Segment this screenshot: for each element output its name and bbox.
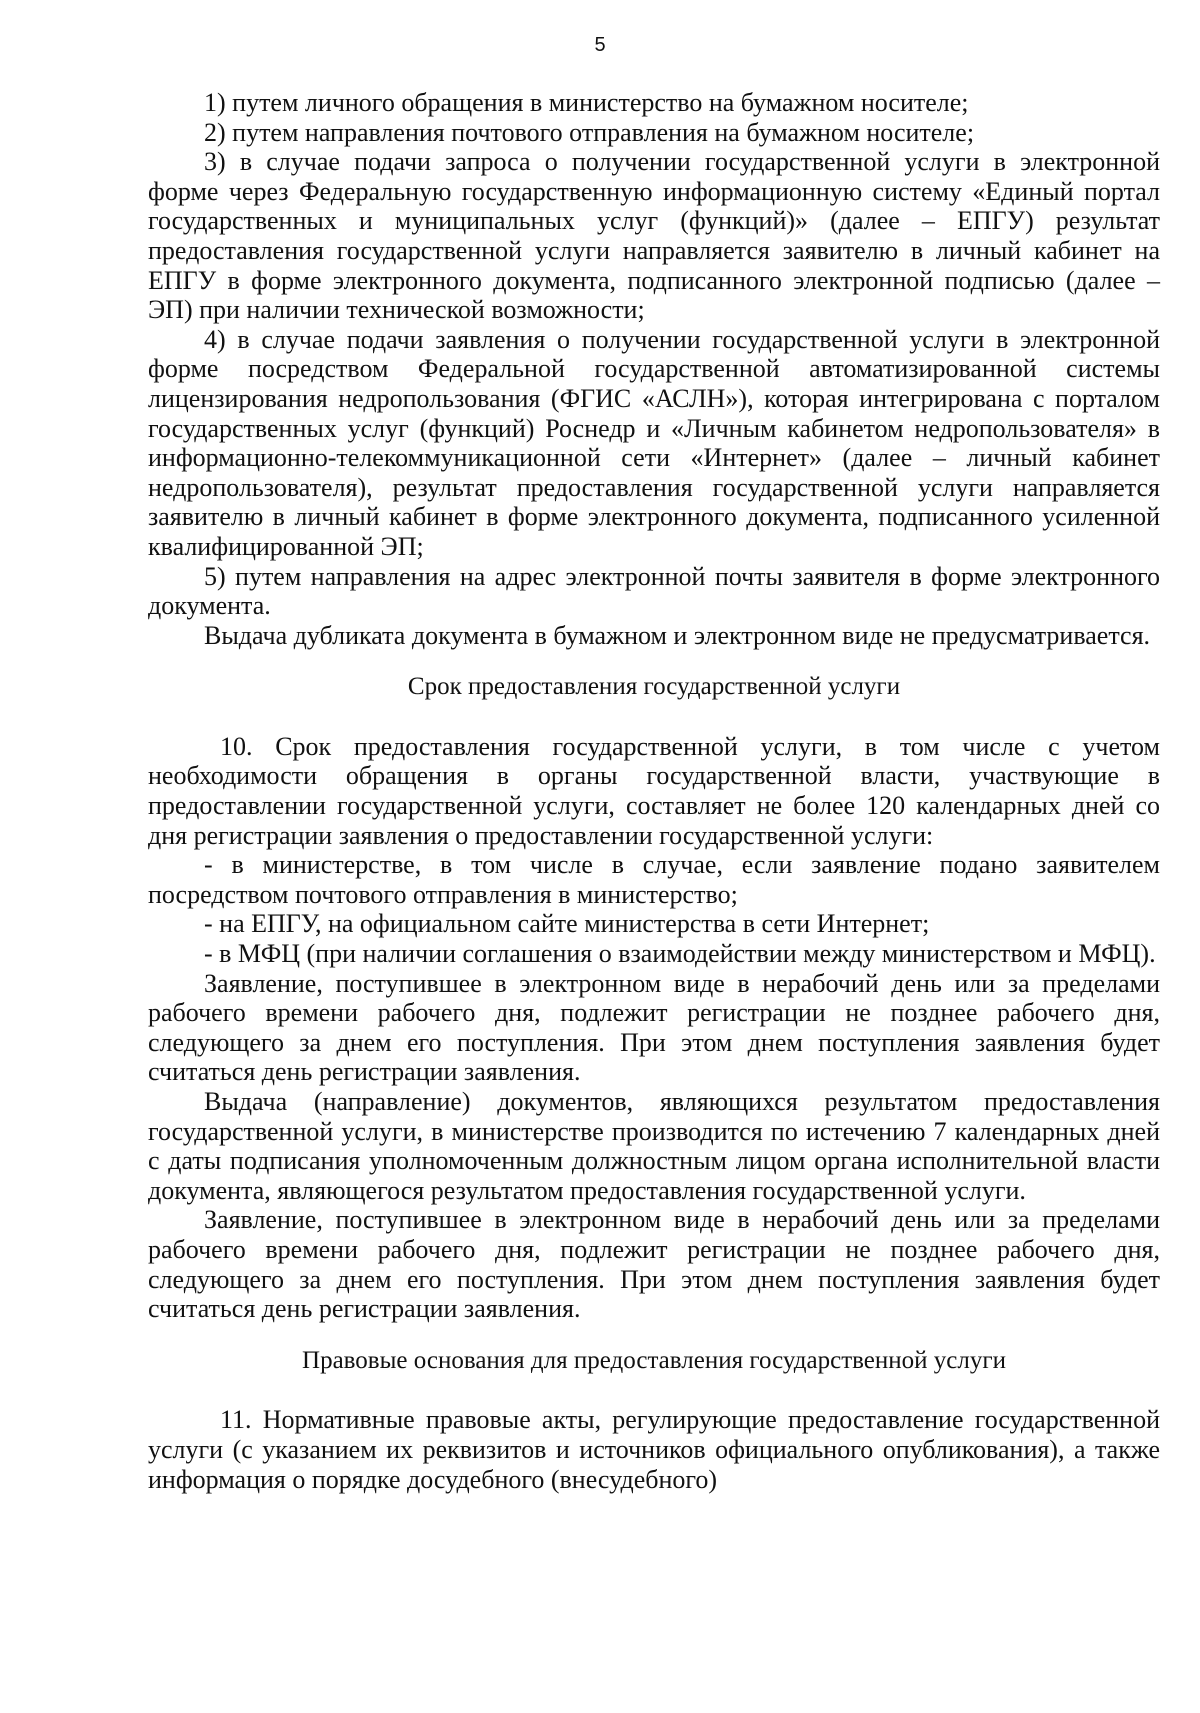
list-item-5: 5) путем направления на адрес электронной почты заявителя в форме электронного документа. bbox=[148, 561, 1160, 621]
section-11-intro: 11. Нормативные правовые акты, регулирующие предоставление государственной услуги (с указанием их реквизитов и источников официального опубликования), а также информация о порядке досудебного (внесудебного) bbox=[148, 1405, 1160, 1494]
duplicate-note: Выдача дубликата документа в бумажном и электронном виде не предусматривается. bbox=[204, 620, 1151, 650]
list-item-1: 1) путем личного обращения в министерство на бумажном носителе; bbox=[204, 88, 969, 117]
page-number: 5 bbox=[594, 34, 606, 56]
section-heading-term: Срок предоставления государственной услуги bbox=[407, 673, 901, 701]
list-item-3: 3) в случае подачи запроса о получении государственной услуги в электронной форме через Федеральную государственную информационную систему «Единый портал государственных и муниципальных услуг (функций)» (далее – ЕПГУ) результат предоставления государственной услуги направляется заявителю в личный кабинет на ЕПГУ в форме электронного документа, подписанного электронной подписью (далее – ЭП) при наличии технической возможности; bbox=[148, 147, 1160, 325]
section-10-bullet-2: - на ЕПГУ, на официальном сайте министерства в сети Интернет; bbox=[204, 909, 930, 939]
section-10-paragraph-3: Заявление, поступившее в электронном виде в нерабочий день или за пределами рабочего времени рабочего дня, подлежит регистрации не позднее рабочего дня, следующего за днем его поступления. При этом днем поступления заявления будет считаться день регистрации заявления. bbox=[148, 1205, 1160, 1324]
section-heading-legal-basis: Правовые основания для предоставления государственной услуги bbox=[302, 1346, 1006, 1374]
section-10-paragraph-2: Выдача (направление) документов, являющихся результатом предоставления государственной услуги, в министерстве производится по истечению 7 календарных дней с даты подписания уполномоченным должностным лицом органа исполнительной власти документа, являющегося результатом предоставления государственной услуги. bbox=[148, 1087, 1160, 1205]
section-10-bullet-3: - в МФЦ (при наличии соглашения о взаимодействии между министерством и МФЦ). bbox=[204, 939, 1156, 969]
section-10-bullet-1: - в министерстве, в том числе в случае, если заявление подано заявителем посредством почтового отправления в министерство; bbox=[148, 850, 1160, 909]
document-body bbox=[148, 88, 1160, 1494]
section-10-paragraph-1: Заявление, поступившее в электронном виде в нерабочий день или за пределами рабочего времени рабочего дня, подлежит регистрации не позднее рабочего дня, следующего за днем его поступления. При этом днем поступления заявления будет считаться день регистрации заявления. bbox=[148, 968, 1160, 1087]
list-item-4: 4) в случае подачи заявления о получении государственной услуги в электронной форме посредством Федеральной государственной автоматизированной системы лицензирования недропользования (ФГИС «АСЛН»), которая интегрирована с порталом государственных услуг (функций) Роснедр и «Личным кабинетом недропользователя» в информационно-телекоммуникационной сети «Интернет» (далее – личный кабинет недропользователя), результат предоставления государственной услуги направляется заявителю в личный кабинет в форме электронного документа, подписанного усиленной квалифицированной ЭП; bbox=[148, 324, 1160, 561]
list-item-2: 2) путем направления почтового отправления на бумажном носителе; bbox=[204, 117, 975, 147]
section-10-intro: 10. Срок предоставления государственной услуги, в том числе с учетом необходимости обращения в органы государственной власти, участвующие в предоставлении государственной услуги, составляет не более 120 календарных дней со дня регистрации заявления о предоставлении государственной услуги: bbox=[148, 731, 1160, 850]
